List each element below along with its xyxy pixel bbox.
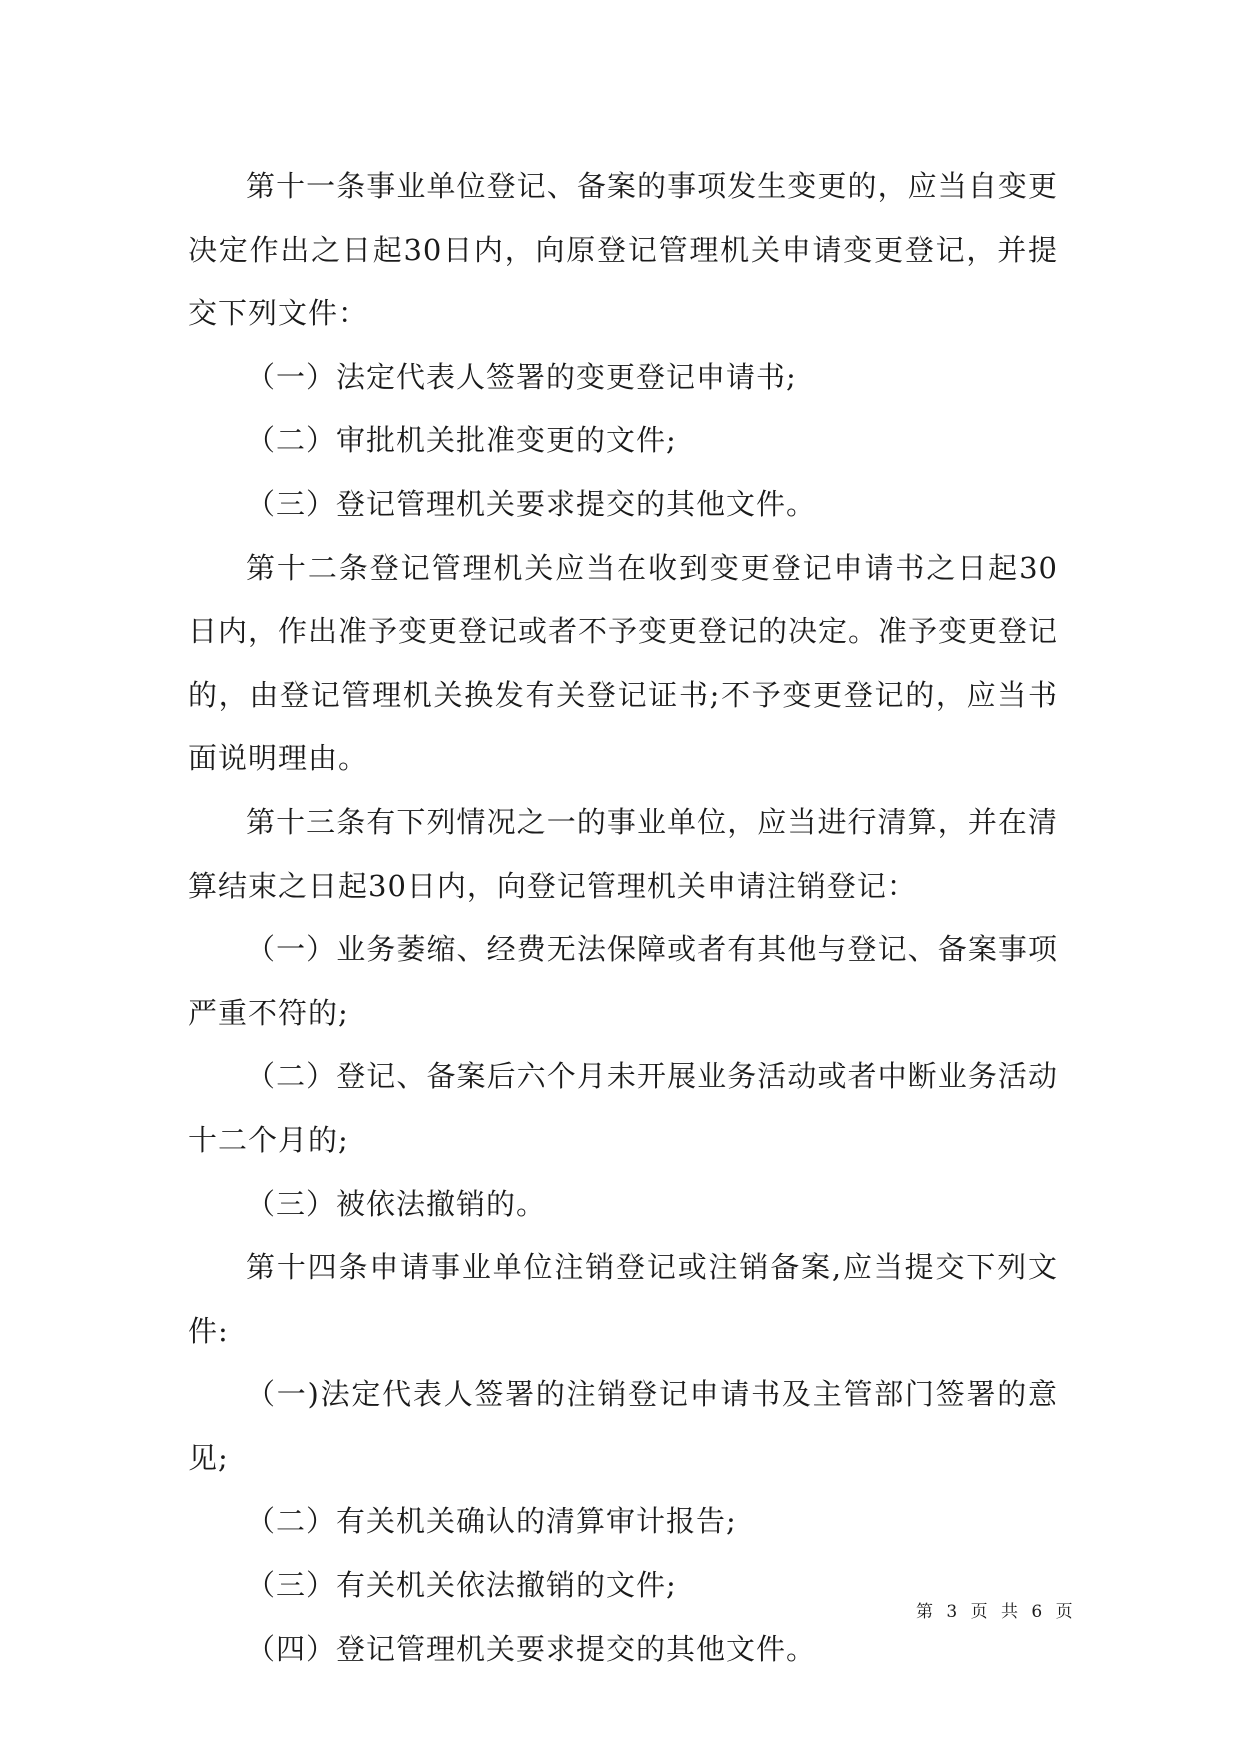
article-13-item-1: （一）业务萎缩、经费无法保障或者有其他与登记、备案事项严重不符的; (188, 932, 1058, 1030)
article-13-paragraph: 第十三条有下列情况之一的事业单位，应当进行清算，并在清算结束之日起30日内，向登记管理机关申请注销登记： (188, 804, 1058, 903)
article-14-item-4: （四）登记管理机关要求提交的其他文件。 (246, 1631, 817, 1666)
article-14-paragraph: 第十四条申请事业单位注销登记或注销备案,应当提交下列文件: (188, 1250, 1058, 1348)
article-13-item-2: （二）登记、备案后六个月未开展业务活动或者中断业务活动十二个月的; (188, 1059, 1058, 1157)
article-11-item-2: （二）审批机关批准变更的文件; (246, 423, 677, 458)
article-11-paragraph: 第十一条事业单位登记、备案的事项发生变更的，应当自变更决定作出之日起30日内，向原登记管理机关申请变更登记，并提交下列文件： (188, 169, 1058, 331)
article-13-item-3: （三）被依法撤销的。 (246, 1186, 547, 1221)
document-body (188, 155, 1058, 1681)
page-number: 第 3 页 共 6 页 (916, 1602, 1077, 1622)
article-14-item-1: （一)法定代表人签署的注销登记申请书及主管部门签署的意见; (188, 1377, 1058, 1475)
article-11-item-1: （一）法定代表人签署的变更登记申请书; (246, 359, 797, 394)
article-14-item-2: （二）有关机关确认的清算审计报告; (246, 1504, 737, 1539)
article-14-item-3: （三）有关机关依法撤销的文件; (246, 1568, 677, 1603)
article-11-item-3: （三）登记管理机关要求提交的其他文件。 (246, 486, 817, 521)
article-12-paragraph: 第十二条登记管理机关应当在收到变更登记申请书之日起30日内，作出准予变更登记或者不予变更登记的决定。准予变更登记的，由登记管理机关换发有关登记证书;不予变更登记的，应当书面说明理由。 (188, 550, 1059, 776)
